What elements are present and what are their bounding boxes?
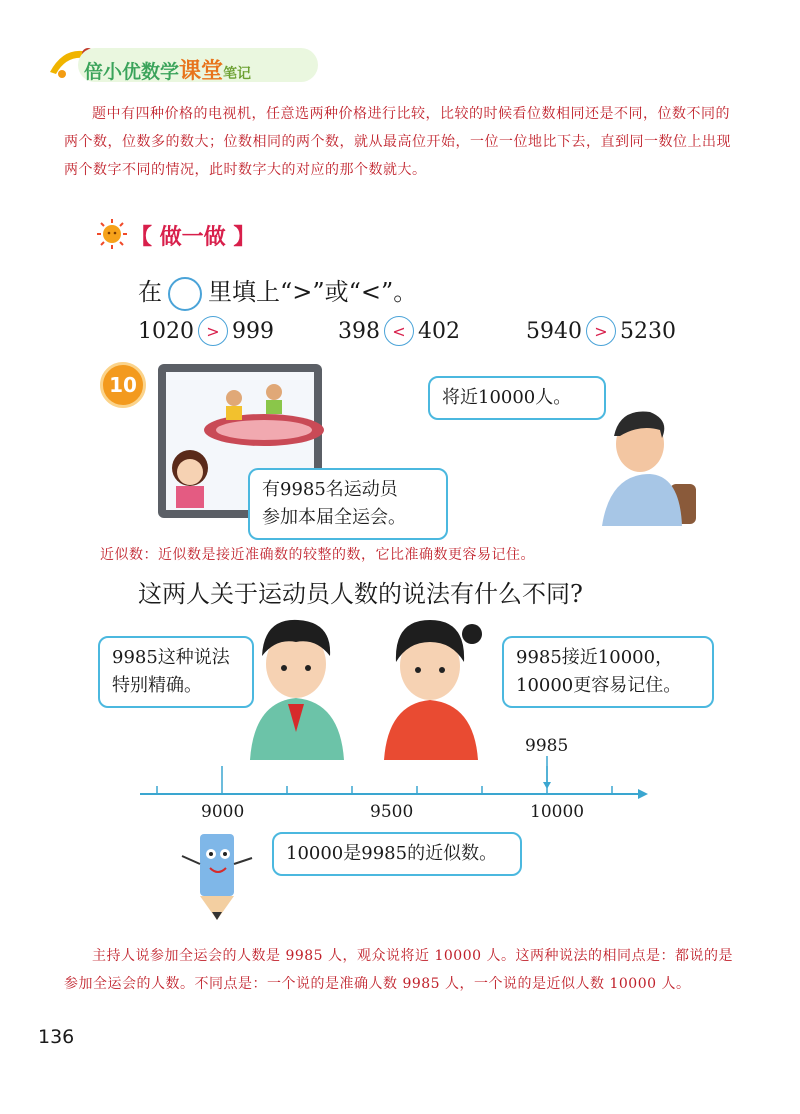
boy-bubble-line1: 9985这种说法	[112, 647, 230, 668]
cmp-symbol: >	[198, 316, 228, 346]
cmp-right: 999	[232, 318, 274, 344]
boy-illustration	[236, 612, 356, 760]
pencil-mascot-icon	[176, 830, 256, 922]
girl-bubble-line2: 10000更容易记住。	[516, 675, 682, 696]
brand-part1: 倍小优数学	[84, 61, 180, 83]
pencil-speech-bubble: 10000是9985的近似数。	[272, 832, 522, 876]
approx-definition-note: 近似数：近似数是接近准确数的较整的数，它比准确数更容易记住。	[100, 547, 535, 563]
summary-note: 主持人说参加全运会的人数是 9985 人，观众说将近 10000 人。这两种说法的相同点是：都说的是参加全运会的人数。不同点是：一个说的是准确人数 9985 人，一个说的是近似人数 10000 人。	[64, 948, 733, 992]
instr-part2: 里填上“>”或“<”。	[208, 278, 418, 306]
problem-question: 这两人关于运动员人数的说法有什么不同?	[138, 580, 583, 608]
tick-label-9000: 9000	[201, 802, 245, 822]
number-line	[140, 756, 650, 806]
problem-number-badge: 10	[100, 362, 146, 408]
girl-bubble-line1: 9985接近10000，	[516, 647, 674, 668]
tv-host-speech-bubble	[248, 468, 448, 540]
comparison-item	[526, 316, 676, 346]
tv-bubble-line2: 参加本届全运会。	[262, 507, 406, 528]
cmp-right: 5230	[620, 318, 676, 344]
boy-bubble-line2: 特别精确。	[112, 675, 202, 696]
intro-note: 题中有四种价格的电视机，任意选两种价格进行比较，比较的时候看位数相同还是不同，位数不同的两个数，位数多的数大；位数相同的两个数，就从最高位开始，一位一位地比下去，直到同一数位上出现两个数字不同的情况，此时数字大的对应的那个数就大。	[64, 106, 731, 178]
cmp-left: 1020	[138, 318, 194, 344]
brand-title	[84, 54, 251, 85]
girl-speech-bubble	[502, 636, 714, 708]
exercise-instruction	[138, 272, 417, 311]
cmp-symbol: >	[586, 316, 616, 346]
instr-part1: 在	[138, 278, 162, 306]
cmp-right: 402	[418, 318, 460, 344]
number-line-ticks	[157, 766, 612, 794]
number-line-marker-label: 9985	[525, 736, 569, 756]
cmp-left: 5940	[526, 318, 582, 344]
marker-arrow-icon	[543, 782, 551, 789]
tick-label-10000: 10000	[530, 802, 585, 822]
brand-part2: 课堂	[179, 59, 224, 84]
cmp-left: 398	[338, 318, 380, 344]
man-speech-bubble: 将近10000人。	[428, 376, 606, 420]
girl-illustration	[368, 612, 492, 760]
man-spectator-illustration	[590, 404, 700, 526]
tv-bubble-line1: 有9985名运动员	[262, 479, 398, 500]
boy-speech-bubble	[98, 636, 254, 708]
comparison-item	[338, 316, 460, 346]
sun-icon	[96, 218, 128, 250]
comparison-item	[138, 316, 274, 346]
tick-label-9500: 9500	[370, 802, 414, 822]
section-title: 【 做一做 】	[130, 225, 256, 250]
cmp-symbol: <	[384, 316, 414, 346]
number-line-arrow	[638, 789, 648, 799]
page-number: 136	[38, 1026, 75, 1048]
brand-part3: 笔记	[223, 66, 252, 82]
blank-circle-icon	[168, 277, 202, 311]
